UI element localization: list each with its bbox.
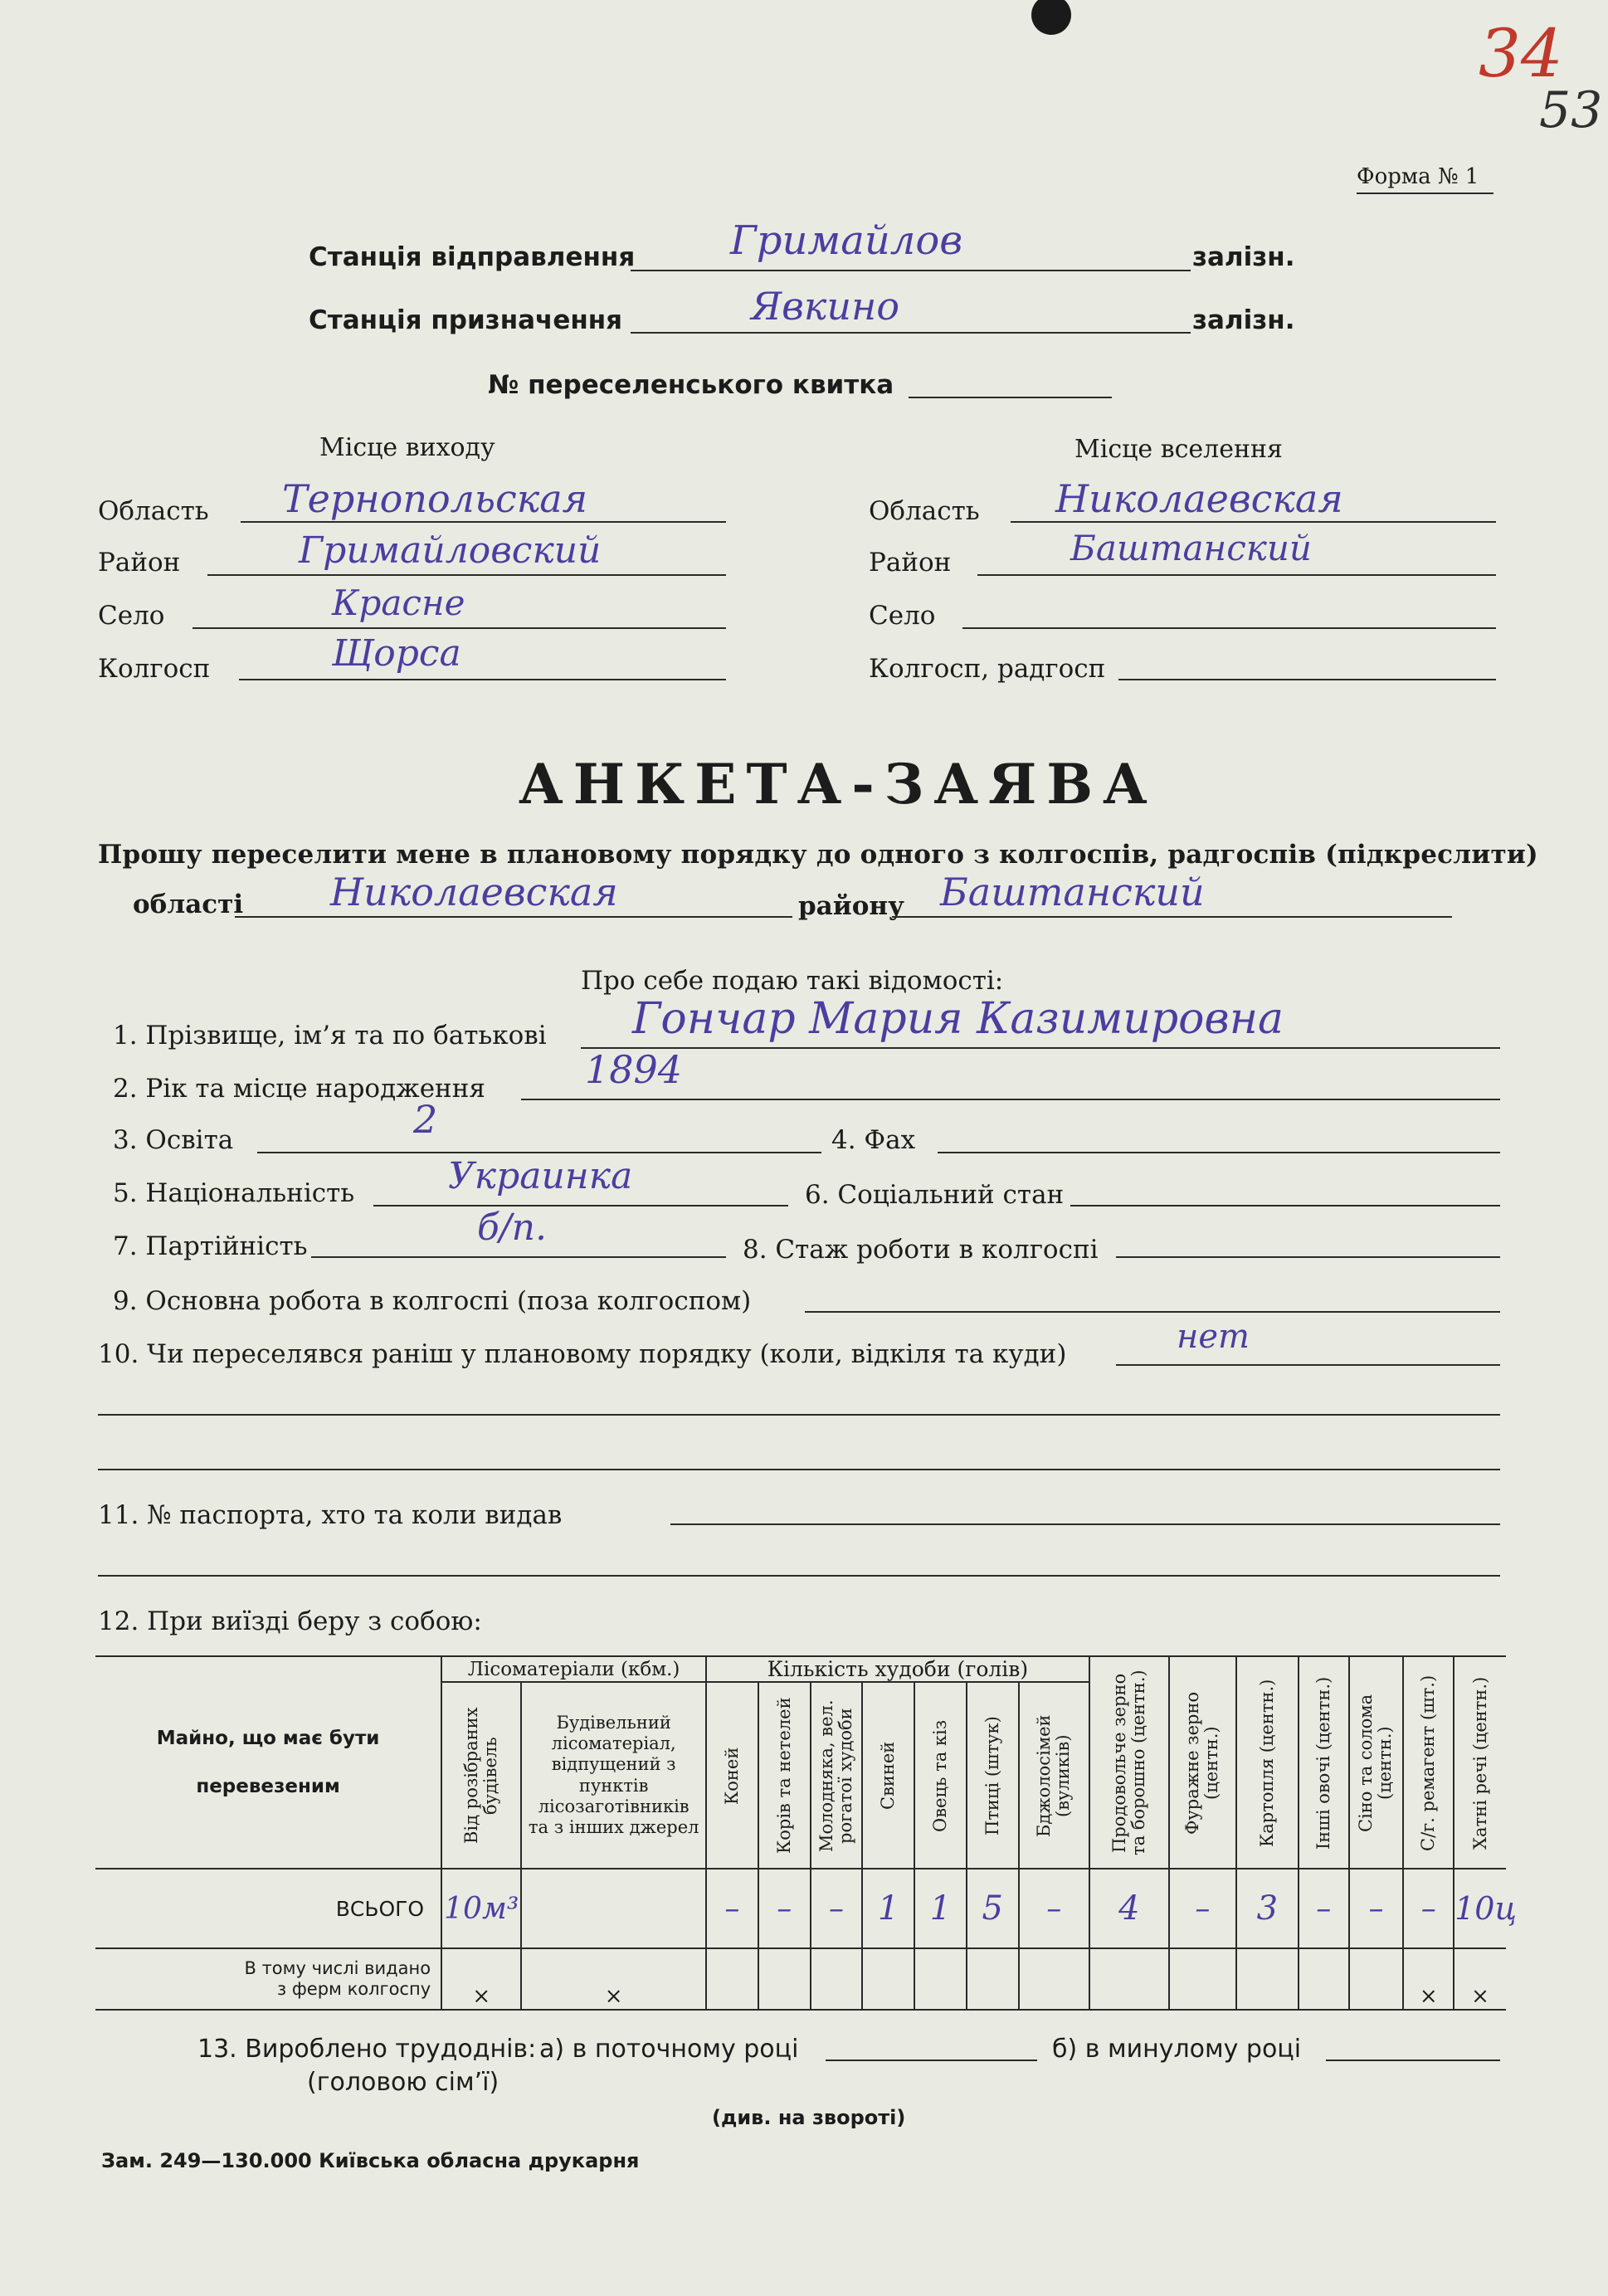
- request-raion-field[interactable]: [892, 916, 1452, 918]
- issued-label-line-2: з ферм колгоспу: [277, 1979, 431, 1999]
- total-dismantled[interactable]: 10м³: [441, 1869, 521, 1948]
- total-sheep[interactable]: 1: [914, 1869, 967, 1948]
- field-2-line[interactable]: [521, 1099, 1500, 1100]
- see-reverse-note: (див. на звороті): [712, 2106, 906, 2129]
- field-8-label: 8. Стаж роботи в колгоспі: [743, 1235, 1099, 1265]
- household-header: Хатні речі (центн.): [1454, 1656, 1506, 1869]
- issued-potato[interactable]: [1236, 1948, 1299, 2010]
- workdays-previous-field[interactable]: [1326, 2060, 1500, 2061]
- field-4-line[interactable]: [938, 1152, 1500, 1153]
- livestock-group-header: Кількість худоби (голів): [706, 1656, 1089, 1682]
- total-vegetables[interactable]: –: [1299, 1869, 1349, 1948]
- grain-header: Продовольче зерно та борошно (центн.): [1089, 1656, 1169, 1869]
- dest-raion-label: Район: [869, 548, 952, 578]
- issued-bees[interactable]: [1019, 1948, 1089, 2010]
- total-cows[interactable]: –: [758, 1869, 811, 1948]
- total-grain[interactable]: 4: [1089, 1869, 1169, 1948]
- total-household[interactable]: 10ц: [1454, 1869, 1506, 1948]
- vegetables-header: Інші овочі (центн.): [1299, 1656, 1349, 1869]
- field-7-line[interactable]: [311, 1256, 726, 1258]
- field-2-value: 1894: [585, 1047, 683, 1092]
- request-raion-value: Баштанский: [940, 870, 1205, 914]
- dest-selo-label: Село: [869, 601, 936, 631]
- issued-building-cross: ×: [521, 1948, 706, 2010]
- issued-tools-cross: ×: [1403, 1948, 1454, 2010]
- issued-hay[interactable]: [1349, 1948, 1404, 2010]
- departure-rail-suffix: залізн.: [1192, 242, 1295, 272]
- bees-header: Бджолосімей (вуликів): [1019, 1682, 1089, 1869]
- dest-oblast-label: Область: [869, 496, 980, 526]
- total-label: ВСЬОГО: [95, 1869, 441, 1948]
- potato-header: Картопля (центн.): [1236, 1656, 1299, 1869]
- archive-number-top: 34: [1479, 15, 1563, 92]
- building-timber-header: Будівельний лісоматеріал, відпущений з пунктів лісозаготівників та з інших джерел: [521, 1682, 706, 1869]
- field-5-value: Украинка: [448, 1155, 633, 1197]
- archive-number-bottom: 53: [1539, 81, 1603, 139]
- issued-row: [95, 1948, 1506, 2010]
- origin-kolhosp-label: Колгосп: [98, 654, 211, 684]
- dest-oblast-field[interactable]: [1011, 521, 1496, 523]
- request-oblast-label: області: [133, 890, 244, 919]
- issued-pigs[interactable]: [862, 1948, 914, 2010]
- form-number-underline: [1357, 193, 1493, 194]
- issued-grain[interactable]: [1089, 1948, 1169, 2010]
- origin-oblast-field[interactable]: [241, 521, 726, 523]
- ticket-number-label: № переселенського квитка: [488, 370, 894, 400]
- field-3-label: 3. Освіта: [113, 1125, 234, 1155]
- origin-kolhosp-value: Щорса: [332, 632, 461, 675]
- total-row: [95, 1869, 1506, 1948]
- origin-oblast-value: Тернопольская: [282, 476, 588, 521]
- origin-raion-label: Район: [98, 548, 181, 578]
- total-bees[interactable]: –: [1019, 1869, 1089, 1948]
- total-young[interactable]: –: [811, 1869, 863, 1948]
- field-8-line[interactable]: [1116, 1256, 1500, 1258]
- field-11-line[interactable]: [670, 1523, 1500, 1525]
- destination-station-label: Станція призначення: [309, 305, 623, 335]
- field-3-line[interactable]: [257, 1152, 821, 1153]
- workdays-sub: (головою сім’ї): [307, 2068, 499, 2097]
- origin-raion-field[interactable]: [207, 574, 726, 576]
- document-title: АНКЕТА-ЗАЯВА: [519, 752, 1157, 817]
- field-11-extra-line[interactable]: [98, 1575, 1500, 1577]
- issued-label: [95, 1948, 441, 2010]
- field-10-extra-line-2[interactable]: [98, 1469, 1500, 1470]
- issued-cows[interactable]: [758, 1948, 811, 2010]
- workdays-label: 13. Вироблено трудоднів:: [197, 2035, 537, 2064]
- origin-heading: Місце виходу: [319, 433, 495, 462]
- dismantled-header: Від розібраних будівель: [441, 1682, 521, 1869]
- issued-dismantled-cross: ×: [441, 1948, 521, 2010]
- about-heading: Про себе подаю такі відомості:: [581, 966, 1004, 996]
- request-oblast-value: Николаевская: [330, 870, 618, 914]
- printer-imprint: Зам. 249—130.000 Київська обласна друкарня: [101, 2149, 640, 2172]
- form-number: Форма № 1: [1357, 164, 1479, 189]
- total-potato[interactable]: 3: [1236, 1869, 1299, 1948]
- punch-hole: [1031, 0, 1071, 35]
- field-5-label: 5. Національність: [113, 1178, 355, 1208]
- field-7-label: 7. Партійність: [113, 1231, 308, 1261]
- col-item-header: [95, 1656, 441, 1869]
- total-tools[interactable]: –: [1403, 1869, 1454, 1948]
- field-10-extra-line-1[interactable]: [98, 1414, 1500, 1416]
- dest-selo-field[interactable]: [962, 627, 1496, 629]
- total-building[interactable]: [521, 1869, 706, 1948]
- total-pigs[interactable]: 1: [862, 1869, 914, 1948]
- field-1-line[interactable]: [581, 1047, 1500, 1049]
- field-1-label: 1. Прізвище, ім’я та по батькові: [113, 1021, 547, 1051]
- total-fodder[interactable]: –: [1169, 1869, 1236, 1948]
- dest-kolhosp-field[interactable]: [1118, 679, 1496, 680]
- issued-horses[interactable]: [706, 1948, 758, 2010]
- total-horses[interactable]: –: [706, 1869, 758, 1948]
- young-cattle-header: Молодняка, вел. рогатої худоби: [811, 1682, 863, 1869]
- hay-header: Сіно та солома (центн.): [1349, 1656, 1404, 1869]
- request-raion-label: району: [798, 891, 904, 921]
- field-10-label: 10. Чи переселявся раніш у плановому порядку (коли, відкіля та куди): [98, 1339, 1067, 1369]
- issued-sheep[interactable]: [914, 1948, 967, 2010]
- request-oblast-field[interactable]: [235, 916, 792, 918]
- issued-vegetables[interactable]: [1299, 1948, 1349, 2010]
- destination-station-value: Явкино: [751, 284, 900, 329]
- field-6-line[interactable]: [1070, 1205, 1500, 1206]
- field-12-label: 12. При виїзді беру з собою:: [98, 1606, 482, 1636]
- field-10-line[interactable]: [1116, 1364, 1500, 1366]
- pigs-header: Свиней: [862, 1682, 914, 1869]
- destination-rail-suffix: залізн.: [1192, 305, 1295, 335]
- origin-kolhosp-field[interactable]: [239, 679, 726, 680]
- origin-raion-value: Гримайловский: [299, 529, 602, 572]
- field-5-line[interactable]: [373, 1205, 788, 1206]
- field-7-value: б/п.: [477, 1206, 548, 1249]
- field-3-value: 2: [413, 1097, 438, 1142]
- birds-header: Птиці (штук): [967, 1682, 1019, 1869]
- departure-station-field[interactable]: [631, 270, 1191, 271]
- fodder-header: Фуражне зерно (центн.): [1169, 1656, 1236, 1869]
- origin-selo-label: Село: [98, 601, 165, 631]
- dest-raion-field[interactable]: [977, 574, 1496, 576]
- issued-household-cross: ×: [1454, 1948, 1506, 2010]
- issued-birds[interactable]: [967, 1948, 1019, 2010]
- issued-label-line-1: В тому числі видано: [244, 1957, 431, 1978]
- field-4-label: 4. Фах: [831, 1125, 916, 1155]
- workdays-current-field[interactable]: [826, 2060, 1037, 2061]
- tools-header: С/г. ремагент (шт.): [1403, 1656, 1454, 1869]
- total-hay[interactable]: –: [1349, 1869, 1404, 1948]
- cows-header: Корів та нетелей: [758, 1682, 811, 1869]
- origin-selo-field[interactable]: [192, 627, 726, 629]
- field-9-line[interactable]: [805, 1311, 1500, 1313]
- issued-fodder[interactable]: [1169, 1948, 1236, 2010]
- total-birds[interactable]: 5: [967, 1869, 1019, 1948]
- settlement-heading: Місце вселення: [1074, 435, 1283, 464]
- dest-raion-value: Баштанский: [1070, 528, 1312, 568]
- timber-group-header: Лісоматеріали (кбм.): [441, 1656, 706, 1682]
- request-text: Прошу переселити мене в плановому порядку до одного з колгоспів, радгоспів (підкреслити): [98, 840, 1538, 870]
- field-2-label: 2. Рік та місце народження: [113, 1074, 485, 1104]
- field-6-label: 6. Соціальний стан: [805, 1180, 1065, 1210]
- field-1-value: Гончар Мария Казимировна: [632, 994, 1284, 1044]
- departure-station-label: Станція відправлення: [309, 242, 636, 272]
- workdays-current-label: а) в поточному році: [539, 2035, 799, 2064]
- ticket-number-field[interactable]: [909, 397, 1112, 398]
- origin-selo-value: Красне: [332, 583, 465, 623]
- origin-oblast-label: Область: [98, 496, 209, 526]
- dest-oblast-value: Николаевская: [1055, 476, 1343, 521]
- workdays-previous-label: б) в минулому році: [1052, 2035, 1302, 2064]
- dest-kolhosp-label: Колгосп, радгосп: [869, 654, 1106, 684]
- field-11-label: 11. № паспорта, хто та коли видав: [98, 1500, 563, 1530]
- field-9-label: 9. Основна робота в колгоспі (поза колгоспом): [113, 1286, 752, 1316]
- col-item-line-1: Майно, що має бути: [156, 1728, 380, 1749]
- property-table: [95, 1655, 1517, 2011]
- horses-header: Коней: [706, 1682, 758, 1869]
- sheep-header: Овець та кіз: [914, 1682, 967, 1869]
- departure-station-value: Гримайлов: [730, 217, 963, 264]
- issued-young[interactable]: [811, 1948, 863, 2010]
- destination-station-field[interactable]: [631, 332, 1191, 334]
- field-10-value: нет: [1177, 1318, 1250, 1356]
- col-item-line-2: перевезеним: [196, 1776, 340, 1797]
